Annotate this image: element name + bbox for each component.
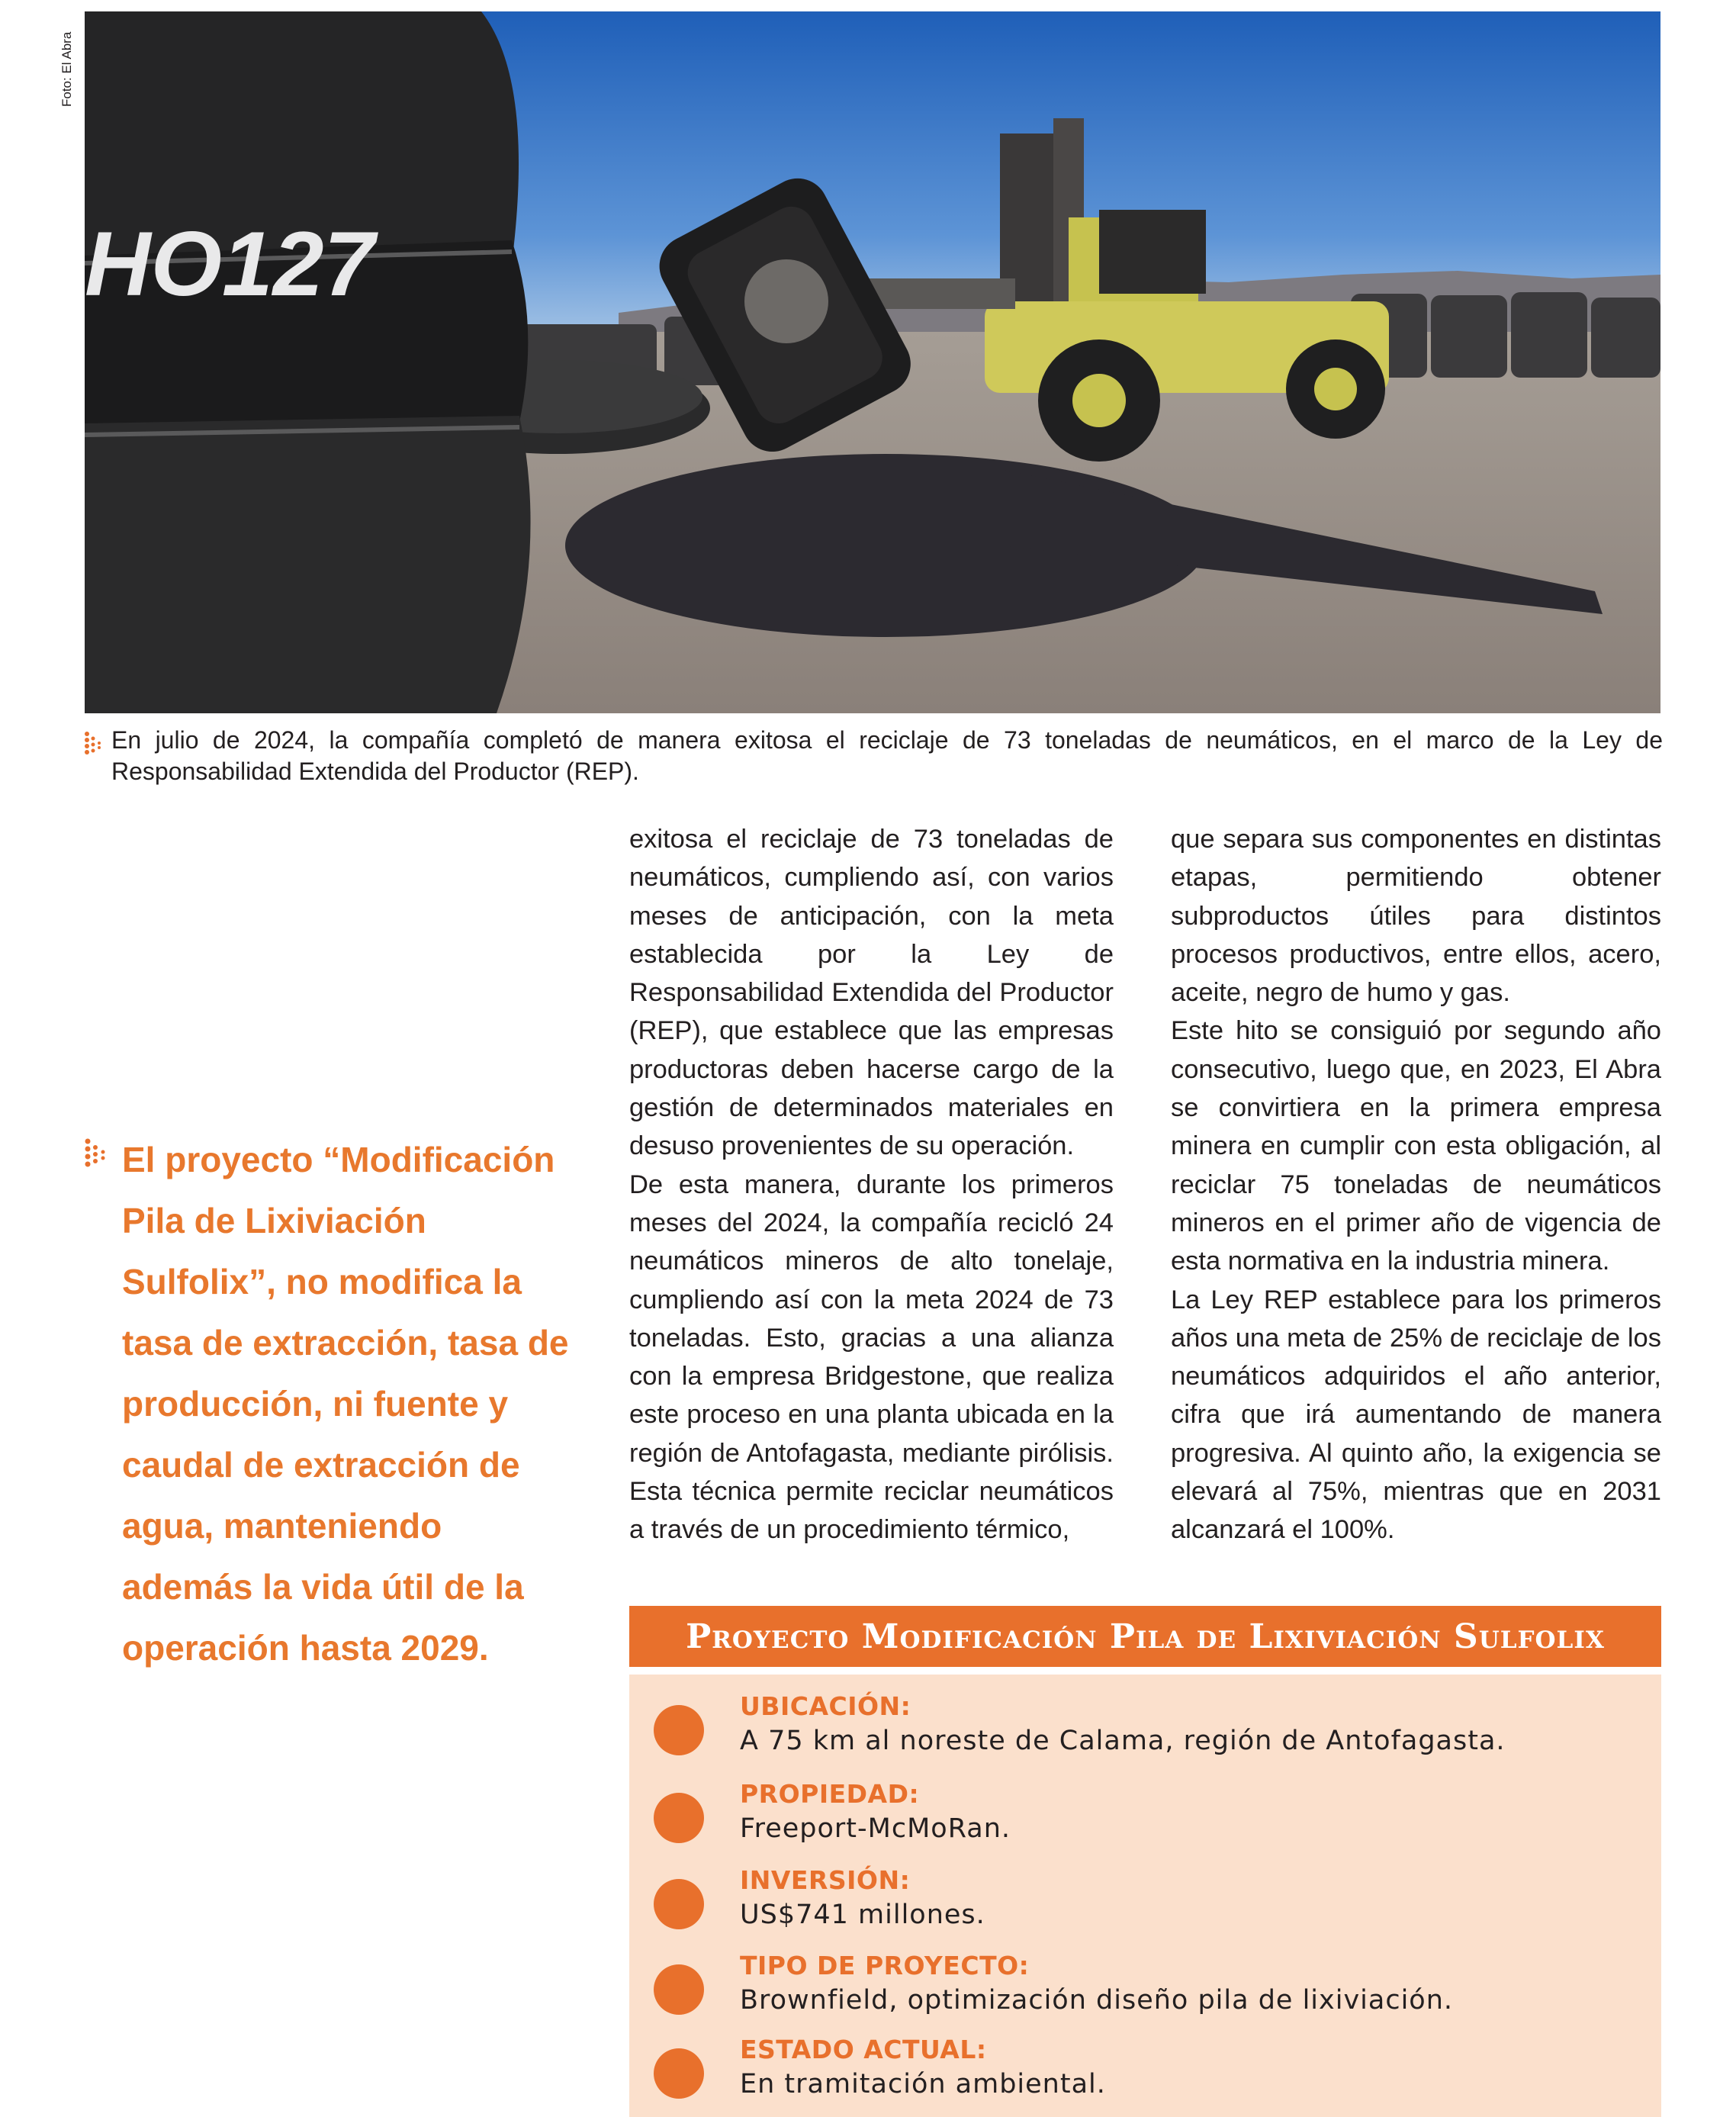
fact-label: PROPIEDAD: xyxy=(740,1779,920,1809)
body-column-2 xyxy=(1171,820,1661,1549)
body-paragraph: De esta manera, durante los primeros meses del 2024, la compañía recicló 24 neumáticos mineros de alto tonelaje, cumpliendo así con la meta 2024 de 73 toneladas. Esto, gracias a una alianza con la empresa Bridgestone, que realiza este proceso en una planta ubicada en la región de Antofagasta, mediante pirólisis. Esta técnica permite reciclar neumáticos a través de un procedimiento térmico, xyxy=(629,1169,1114,1545)
fact-value: Freeport-McMoRan. xyxy=(740,1813,1011,1844)
body-paragraph: exitosa el reciclaje de 73 toneladas de neumáticos, cumpliendo así, con varios meses de anticipación, con la meta establecida por la Ley de Responsabilidad Extendida del Productor (REP), que establece que las empresas productoras deben hacerse cargo de la gestión de determinados materiales en desuso provenientes de su operación. xyxy=(629,825,1114,1161)
fact-label: INVERSIÓN: xyxy=(740,1865,911,1895)
factbox xyxy=(629,1675,1661,2117)
bullet-dot-icon xyxy=(654,1879,704,1929)
photo-credit: Foto: El Abra xyxy=(59,31,74,107)
dots-bullet-icon xyxy=(84,1138,108,1169)
tire-recycling-photo xyxy=(85,11,1660,713)
bullet-dot-icon xyxy=(654,1793,704,1843)
fact-label: TIPO DE PROYECTO: xyxy=(740,1951,1030,1980)
fact-item-propiedad xyxy=(629,1779,1661,1855)
body-paragraph: que separa sus componentes en distintas etapas, permitiendo obtener subproductos útiles para distintos procesos productivos, entre ellos, acero, aceite, negro de humo y gas. xyxy=(1171,825,1661,1008)
fact-value: Brownfield, optimización diseño pila de lixiviación. xyxy=(740,1985,1454,2016)
photo-caption xyxy=(84,725,1663,787)
bullet-dot-icon xyxy=(654,1964,704,2015)
fact-label: ESTADO ACTUAL: xyxy=(740,2035,987,2064)
fact-item-inversion xyxy=(629,1865,1661,1942)
fact-value: A 75 km al noreste de Calama, región de Antofagasta. xyxy=(740,1726,1506,1756)
fact-value: US$741 millones. xyxy=(740,1900,985,1930)
fact-item-ubicacion xyxy=(629,1691,1661,1768)
pull-quote-text: El proyecto “Modificación Pila de Lixiviación Sulfolix”, no modifica la tasa de extracción, tasa de producción, ni fuente y caudal de extracción de agua, manteniendo además la vida útil de la operación hasta 2029. xyxy=(122,1140,569,1668)
pull-quote xyxy=(84,1129,580,1678)
fact-item-tipo-de-proyecto xyxy=(629,1951,1661,2027)
fact-item-estado-actual xyxy=(629,2035,1661,2111)
hero-photo xyxy=(85,11,1660,713)
tire-marking: HO127 xyxy=(85,213,375,315)
body-paragraph: Este hito se consiguió por segundo año consecutivo, luego que, en 2023, El Abra se convirtiera en la primera empresa minera en cumplir con esta obligación, al reciclar 75 toneladas de neumáticos mineros en el primer año de vigencia de esta normativa en la industria minera. xyxy=(1171,1016,1661,1276)
fact-value: En tramitación ambiental. xyxy=(740,2069,1106,2099)
caption-text: En julio de 2024, la compañía completó de manera exitosa el reciclaje de 73 toneladas de neumáticos, en el marco de la Ley de Responsabilidad Extendida del Productor (REP). xyxy=(111,726,1663,785)
factbox-title: Proyecto Modificación Pila de Lixiviación Sulfolix xyxy=(629,1606,1661,1667)
bullet-dot-icon xyxy=(654,1705,704,1755)
bullet-dot-icon xyxy=(654,2048,704,2099)
dots-bullet-icon xyxy=(84,731,105,755)
fact-label: UBICACIÓN: xyxy=(740,1691,911,1721)
body-paragraph: La Ley REP establece para los primeros años una meta de 25% de reciclaje de los neumáticos adquiridos el año anterior, cifra que irá aumentando de manera progresiva. Al quinto año, la exigencia se elevará al 75%, mientras que en 2031 alcanzará el 100%. xyxy=(1171,1285,1661,1545)
body-column-1 xyxy=(629,820,1114,1549)
